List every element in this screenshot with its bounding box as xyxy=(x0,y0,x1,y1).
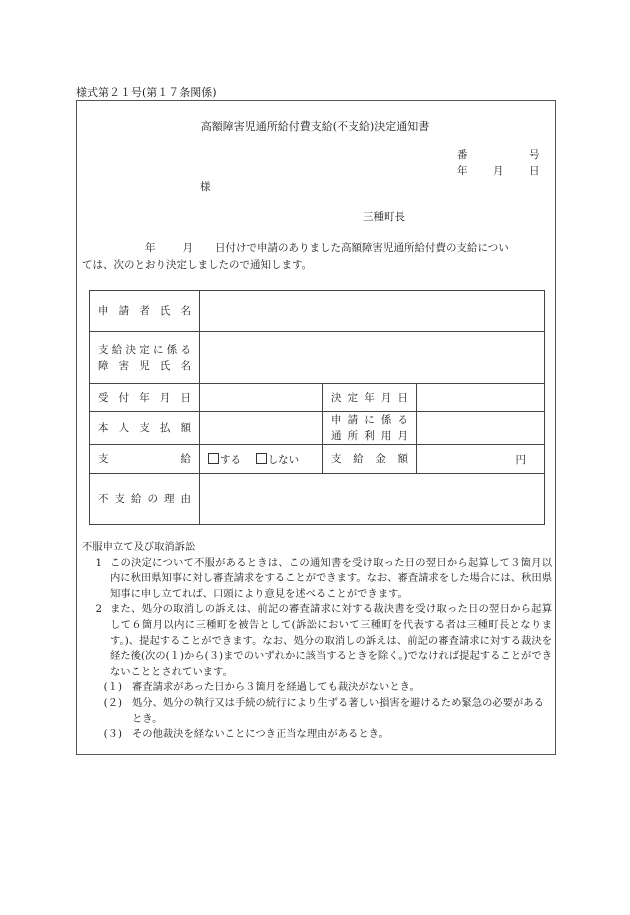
decision-date-value xyxy=(417,384,545,412)
applicant-name-value xyxy=(200,291,545,332)
appeal-heading: 不服申立て及び取消訴訟 xyxy=(82,541,196,553)
appeal-subitem-text: その他裁決を経ないことにつき正当な理由があるとき。 xyxy=(132,728,389,741)
decision-date-label: 決定年月日 xyxy=(323,384,417,412)
appeal-subitem-number: (１) xyxy=(103,681,122,694)
addressee-honorific: 様 xyxy=(200,181,211,193)
self-payment-value xyxy=(200,412,323,445)
form-number-label: 様式第２１号(第１７条関係) xyxy=(76,86,217,99)
appeal-subitem-text: 審査請求があった日から３箇月を経過しても裁決がないとき。 xyxy=(132,681,420,694)
receipt-date-label: 受付年月日 xyxy=(90,384,200,412)
yen-unit: 円 xyxy=(515,453,527,466)
usage-month-label-line1: 申請に係る xyxy=(331,414,408,426)
intro-month: 月 xyxy=(182,242,193,254)
child-name-label-line1: 支給決定に係る xyxy=(98,343,191,356)
appeal-subitem-text: 処分、処分の執行又は手続の続行により生ずる著しい損害を避けるため緊急の必要があるとき。 xyxy=(132,696,544,725)
appeal-notes xyxy=(82,540,552,743)
usage-month-label xyxy=(323,412,417,445)
appeal-subitem xyxy=(82,727,552,743)
appeal-item-text: この決定について不服があるときは、この通知書を受け取った日の翌日から起算して３箇月以内に秋田県知事に対し審査請求をすることができます。なお、審査請求をした場合には、秋田県知事に申し立てれば、口頭により意見を述べることができます。 xyxy=(110,556,552,600)
number-go: 号 xyxy=(529,149,540,161)
appeal-item-number: 1 xyxy=(95,556,102,569)
nonpayment-reason-label: 不支給の理由 xyxy=(90,474,200,525)
usage-month-value xyxy=(417,412,545,445)
payment-yes-checkbox[interactable] xyxy=(208,453,219,464)
nonpayment-reason-value xyxy=(200,474,545,525)
child-name-value xyxy=(200,332,545,384)
decision-table xyxy=(89,290,545,525)
applicant-name-label: 申請者氏名 xyxy=(90,291,200,332)
self-payment-label: 本人支払額 xyxy=(90,412,200,445)
date-year: 年 xyxy=(457,165,468,177)
payment-no-checkbox[interactable] xyxy=(256,453,267,464)
appeal-item xyxy=(82,556,552,603)
appeal-subitem-number: (３) xyxy=(103,728,122,741)
payment-yes-label: する xyxy=(220,453,241,466)
appeal-subitem xyxy=(82,680,552,696)
child-name-label xyxy=(90,332,200,384)
payment-label: 支給 xyxy=(90,445,200,474)
payment-amount-label: 支給金額 xyxy=(323,445,417,474)
date-month: 月 xyxy=(493,165,504,177)
payment-no-label: しない xyxy=(267,453,300,466)
appeal-item-number: 2 xyxy=(95,603,102,616)
intro-line1: 日付けで申請のありました高額障害児通所給付費の支給につい xyxy=(215,242,509,254)
intro-year: 年 xyxy=(145,242,156,254)
intro-line2: ては、次のとおり決定しましたので通知します。 xyxy=(82,259,313,271)
appeal-subitem-number: (２) xyxy=(103,696,122,709)
issuer-name: 三種町長 xyxy=(363,211,405,223)
payment-amount-value xyxy=(417,445,545,474)
number-ban: 番 xyxy=(457,149,468,161)
appeal-item-text: また、処分の取消しの訴えは、前記の審査請求に対する裁決書を受け取った日の翌日から起算して６箇月以内に三種町を被告として(訴訟において三種町を代表する者は三種町長となります。)、提起することができます。なお、処分の取消しの訴えは、前記の審査請求に対する裁決を経た後(次の(１)から(３)までのいずれかに該当するときを除く。)でなければ提起することができないこととされています。 xyxy=(110,603,552,678)
appeal-item xyxy=(82,602,552,680)
receipt-date-value xyxy=(200,384,323,412)
child-name-label-line2: 障害児氏名 xyxy=(98,359,191,372)
date-day: 日 xyxy=(529,165,540,177)
usage-month-label-line2: 通所利用月 xyxy=(331,430,408,442)
payment-options xyxy=(200,445,323,474)
document-title: 高額障害児通所給付費支給(不支給)決定通知書 xyxy=(200,120,430,133)
appeal-subitem xyxy=(82,696,552,727)
intro-paragraph xyxy=(82,240,556,274)
